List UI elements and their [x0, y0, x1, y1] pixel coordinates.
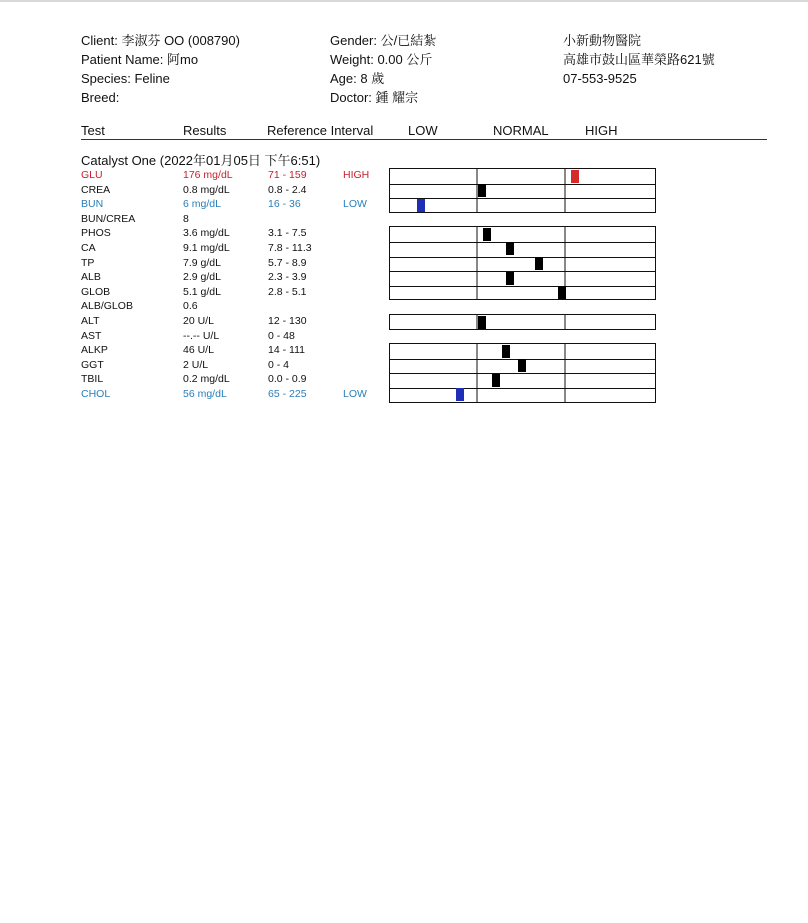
gauge-row-divider — [390, 257, 655, 258]
test-name: AST — [81, 329, 102, 342]
section-title: Catalyst One (2022年01月05日 下午6:51) — [81, 153, 321, 168]
test-result: 46 U/L — [183, 344, 214, 357]
test-result: 6 mg/dL — [183, 198, 221, 211]
test-result: 9.1 mg/dL — [183, 242, 230, 254]
reference-interval: 65 - 225 — [268, 388, 307, 400]
gauge-row-divider — [390, 286, 655, 287]
reference-interval: 0.8 - 2.4 — [268, 183, 307, 196]
result-marker — [417, 199, 425, 212]
test-name: GLU — [81, 169, 103, 181]
reference-interval: 7.8 - 11.3 — [268, 242, 312, 254]
reference-interval: 16 - 36 — [268, 198, 301, 211]
reference-interval: 0 - 48 — [268, 329, 295, 342]
reference-interval: 12 - 130 — [268, 315, 307, 327]
test-result: 3.6 mg/dL — [183, 227, 230, 240]
result-flag: HIGH — [343, 169, 370, 181]
gauge-box — [389, 343, 656, 402]
gender: Gender: 公/已結紮 — [330, 33, 437, 48]
species: Species: Feline — [81, 71, 170, 86]
result-flag: LOW — [343, 198, 367, 211]
test-name: CHOL — [81, 388, 111, 400]
test-name: GLOB — [81, 285, 111, 298]
reference-interval: 0.0 - 0.9 — [268, 373, 307, 386]
test-result: 20 U/L — [183, 315, 214, 327]
clinic-info — [563, 31, 715, 88]
gauge-row-divider — [390, 242, 655, 243]
result-marker — [571, 170, 579, 183]
test-result: --.-- U/L — [183, 329, 220, 342]
weight: Weight: 0.00 公斤 — [330, 52, 433, 67]
gauge-row-divider — [390, 388, 655, 389]
table-row — [0, 299, 808, 314]
reference-interval: 71 - 159 — [268, 169, 307, 181]
test-result: 2.9 g/dL — [183, 271, 221, 284]
result-marker — [502, 345, 510, 358]
patient-name: Patient Name: 阿mo — [81, 52, 199, 67]
test-result: 8 — [183, 212, 189, 225]
breed: Breed: — [81, 90, 120, 105]
test-name: TP — [81, 256, 95, 269]
doctor: Doctor: 鍾 耀宗 — [330, 90, 419, 105]
test-result: 176 mg/dL — [183, 169, 233, 181]
gauge-row-divider — [390, 184, 655, 185]
test-result: 7.9 g/dL — [183, 256, 221, 269]
gauge-box — [389, 226, 656, 300]
gauge-row-divider — [390, 198, 655, 199]
test-result: 0.6 — [183, 300, 198, 313]
table-row — [0, 329, 808, 344]
clinic-name: 小新動物醫院 — [563, 33, 642, 48]
result-marker — [558, 286, 566, 299]
test-name: ALB/GLOB — [81, 300, 133, 313]
test-name: GGT — [81, 358, 104, 371]
result-marker — [478, 316, 486, 329]
test-result: 0.8 mg/dL — [183, 183, 230, 196]
result-marker — [506, 242, 514, 255]
patient-details — [330, 31, 436, 107]
col-test: Test — [81, 123, 105, 138]
col-normal: NORMAL — [493, 123, 549, 138]
test-name: PHOS — [81, 227, 111, 240]
result-flag: LOW — [343, 388, 367, 400]
col-low: LOW — [408, 123, 438, 138]
normal-range-line — [564, 315, 566, 329]
result-marker — [456, 388, 464, 401]
gauge-box — [389, 168, 656, 213]
result-marker — [506, 272, 514, 285]
table-row — [0, 212, 808, 227]
test-result: 0.2 mg/dL — [183, 373, 230, 386]
reference-interval: 2.8 - 5.1 — [268, 285, 307, 298]
normal-range-line — [476, 227, 478, 299]
reference-interval: 0 - 4 — [268, 358, 290, 371]
result-marker — [483, 228, 491, 241]
reference-interval: 5.7 - 8.9 — [268, 256, 307, 269]
client-name: Client: 李淑芬 OO (008790) — [81, 33, 240, 48]
gauge-box — [389, 314, 656, 330]
reference-interval: 2.3 - 3.9 — [268, 271, 307, 284]
page-top-border — [0, 0, 808, 2]
clinic-address: 高雄市鼓山區華榮路621號 — [563, 52, 715, 67]
result-marker — [492, 374, 500, 387]
col-reference: Reference Interval — [267, 123, 374, 138]
result-marker — [518, 359, 526, 372]
normal-range-line — [564, 169, 566, 212]
test-result: 5.1 g/dL — [183, 285, 221, 298]
age: Age: 8 歲 — [330, 71, 385, 86]
result-marker — [478, 184, 486, 197]
test-name: ALKP — [81, 344, 108, 357]
col-high: HIGH — [585, 123, 618, 138]
reference-interval: 14 - 111 — [268, 344, 305, 357]
gauge-row-divider — [390, 373, 655, 374]
test-name: BUN/CREA — [81, 212, 136, 225]
clinic-phone: 07-553-9525 — [563, 71, 637, 86]
col-results: Results — [183, 123, 227, 138]
test-name: CA — [81, 242, 96, 254]
test-result: 2 U/L — [183, 358, 209, 371]
test-name: BUN — [81, 198, 104, 211]
test-name: ALB — [81, 271, 101, 284]
reference-interval: 3.1 - 7.5 — [268, 227, 307, 240]
result-marker — [535, 257, 543, 270]
client-info — [81, 31, 240, 107]
test-result: 56 mg/dL — [183, 388, 227, 400]
test-name: ALT — [81, 315, 100, 327]
header-rule — [81, 139, 767, 140]
test-name: CREA — [81, 183, 111, 196]
gauge-row-divider — [390, 271, 655, 272]
test-name: TBIL — [81, 373, 104, 386]
